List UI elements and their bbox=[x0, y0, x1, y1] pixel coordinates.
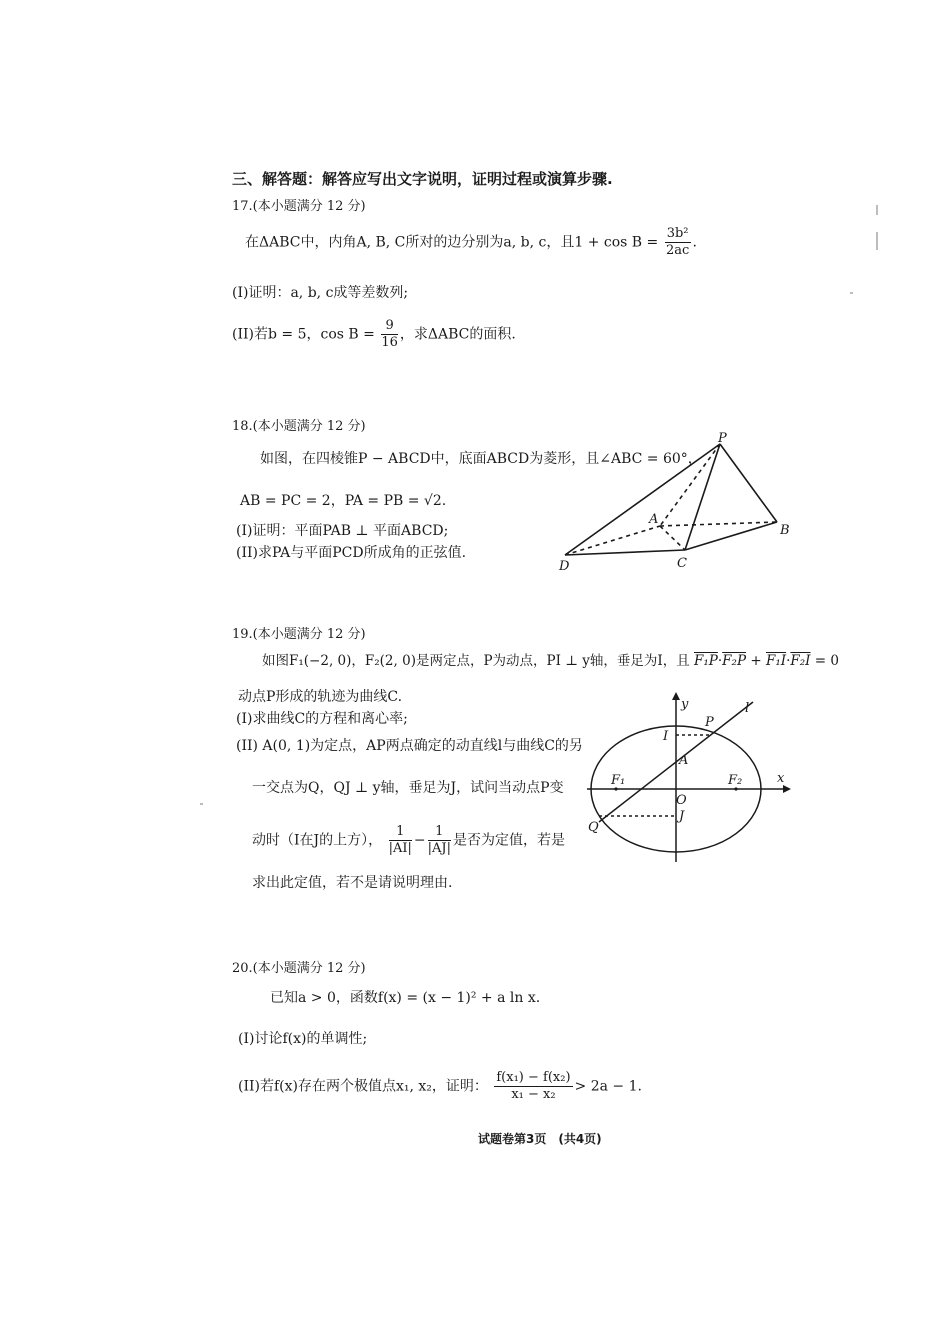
q19-stem2: 动点P形成的轨迹为曲线C. bbox=[238, 689, 403, 705]
label-J: J bbox=[679, 809, 685, 824]
q17-part1: (I)证明：a, b, c成等差数列; bbox=[232, 285, 409, 301]
label-y: y bbox=[681, 697, 689, 712]
q18-header: 18.(本小题满分 12 分) bbox=[232, 419, 366, 434]
q17-header: 17.(本小题满分 12 分) bbox=[232, 199, 366, 214]
q19-frac1-den: |AI| bbox=[388, 841, 412, 856]
label-F1: F₁ bbox=[611, 773, 626, 788]
edge-PD bbox=[565, 444, 720, 555]
q20-part2 bbox=[238, 1070, 642, 1103]
q17-frac-den: 2ac bbox=[665, 243, 690, 258]
scan-speck bbox=[876, 232, 878, 250]
q17-part2-end: ，求ΔABC的面积. bbox=[399, 326, 516, 343]
vector-F2P: F₂P bbox=[722, 653, 747, 669]
vector-F1P: F₁P bbox=[694, 653, 718, 669]
q19-part2-line3 bbox=[252, 824, 565, 857]
scan-speck bbox=[200, 803, 203, 805]
q20-fraction bbox=[494, 1070, 572, 1103]
plus-operator: + bbox=[750, 653, 762, 669]
edge-PB bbox=[720, 444, 777, 522]
label-P: P bbox=[705, 715, 714, 730]
q17-part2-num: 9 bbox=[381, 318, 398, 335]
label-F2: F₂ bbox=[728, 773, 743, 788]
q20-frac-den: x₁ − x₂ bbox=[511, 1087, 556, 1102]
q20-frac-num: f(x₁) − f(x₂) bbox=[496, 1070, 571, 1085]
q19-part2-line4: 求出此定值，若不是请说明理由. bbox=[252, 875, 453, 891]
q19-stem bbox=[262, 652, 839, 670]
q19-frac2-num: 1 bbox=[428, 824, 451, 841]
q19-stem-text: 如图F₁(−2, 0)，F₂(2, 0)是两定点，P为动点，PI ⊥ y轴，垂足为I，且 bbox=[262, 653, 690, 669]
vector-F2I: F₂I bbox=[790, 653, 811, 669]
q18-part2: (II)求PA与平面PCD所成角的正弦值. bbox=[236, 545, 467, 561]
q19-frac1-num: 1 bbox=[389, 824, 412, 841]
q17-frac-num: 3b² bbox=[666, 226, 689, 241]
vector-F1I: F₁I bbox=[765, 653, 787, 669]
q19-frac-AI bbox=[389, 824, 412, 857]
equals-zero: = 0 bbox=[814, 653, 839, 669]
q19-part2-line1: (II) A(0, 1)为定点，AP两点确定的动直线l与曲线C的另 bbox=[236, 738, 583, 754]
q20-part2-end: > 2a − 1. bbox=[574, 1078, 642, 1095]
q17-part2-text: (II)若b = 5，cos B = bbox=[232, 326, 375, 343]
label-A: A bbox=[649, 512, 659, 527]
dot-operator: · bbox=[717, 653, 723, 669]
q18-stem: 如图，在四棱锥P − ABCD中，底面ABCD为菱形，且∠ABC = 60°， bbox=[260, 451, 702, 467]
q17-stem-text: 在ΔABC中，内角A, B, C所对的边分别为a, b, c，且1 + cos B = bbox=[245, 234, 659, 251]
q17-part2-den: 16 bbox=[381, 335, 398, 350]
section-heading: 三、解答题：解答应写出文字说明，证明过程或演算步骤. bbox=[232, 170, 613, 188]
q19-header: 19.(本小题满分 12 分) bbox=[232, 627, 366, 642]
q18-pyramid-figure bbox=[555, 430, 795, 580]
q17-part2 bbox=[232, 318, 516, 351]
label-l: l bbox=[745, 701, 750, 716]
scan-speck bbox=[876, 205, 878, 215]
scan-speck bbox=[850, 292, 853, 294]
q19-frac-AJ bbox=[428, 824, 451, 857]
edge-AB bbox=[660, 522, 777, 526]
q18-part1: (I)证明：平面PAB ⊥ 平面ABCD; bbox=[236, 523, 449, 539]
q19-part2-line3-end: 是否为定值，若是 bbox=[453, 832, 565, 849]
edge-CB bbox=[685, 522, 777, 550]
q20-part1: (I)讨论f(x)的单调性; bbox=[238, 1031, 368, 1047]
q19-part2-line3-text: 动时（I在J的上方）， bbox=[252, 832, 383, 849]
minus-operator: − bbox=[413, 832, 426, 849]
q19-ellipse-figure bbox=[585, 692, 800, 867]
edge-DA bbox=[565, 526, 660, 555]
q20-part2-text: (II)若f(x)存在两个极值点x₁, x₂，证明： bbox=[238, 1078, 488, 1095]
edge-DC bbox=[565, 550, 685, 555]
q18-stem2: AB = PC = 2，PA = PB = √2. bbox=[240, 493, 447, 509]
y-axis-arrow bbox=[672, 692, 680, 700]
edge-AC bbox=[660, 526, 685, 550]
edge-PC bbox=[685, 444, 720, 550]
label-O: O bbox=[676, 793, 687, 808]
edge-PA bbox=[660, 444, 720, 526]
label-C: C bbox=[677, 556, 687, 571]
label-P: P bbox=[718, 431, 727, 446]
q17-stem bbox=[245, 226, 697, 259]
label-Q: Q bbox=[588, 820, 599, 835]
q19-frac2-den: |AJ| bbox=[427, 841, 451, 856]
label-D: D bbox=[559, 559, 570, 574]
x-axis-arrow bbox=[783, 785, 791, 793]
q17-part2-fraction bbox=[381, 318, 398, 351]
q17-fraction bbox=[665, 226, 691, 259]
q19-part1: (I)求曲线C的方程和离心率; bbox=[236, 711, 408, 727]
dot-operator: · bbox=[786, 653, 791, 669]
label-I: I bbox=[663, 729, 669, 744]
label-B: B bbox=[780, 523, 790, 538]
label-A: A bbox=[679, 753, 689, 768]
q20-header: 20.(本小题满分 12 分) bbox=[232, 961, 366, 976]
q19-part2-line2: 一交点为Q，QJ ⊥ y轴，垂足为J，试问当动点P变 bbox=[252, 780, 564, 796]
page-footer: 试题卷第3页 (共4页) bbox=[478, 1132, 602, 1146]
q17-stem-end: . bbox=[692, 234, 697, 251]
q20-stem: 已知a > 0，函数f(x) = (x − 1)² + a ln x. bbox=[270, 990, 541, 1006]
label-x: x bbox=[777, 771, 785, 786]
